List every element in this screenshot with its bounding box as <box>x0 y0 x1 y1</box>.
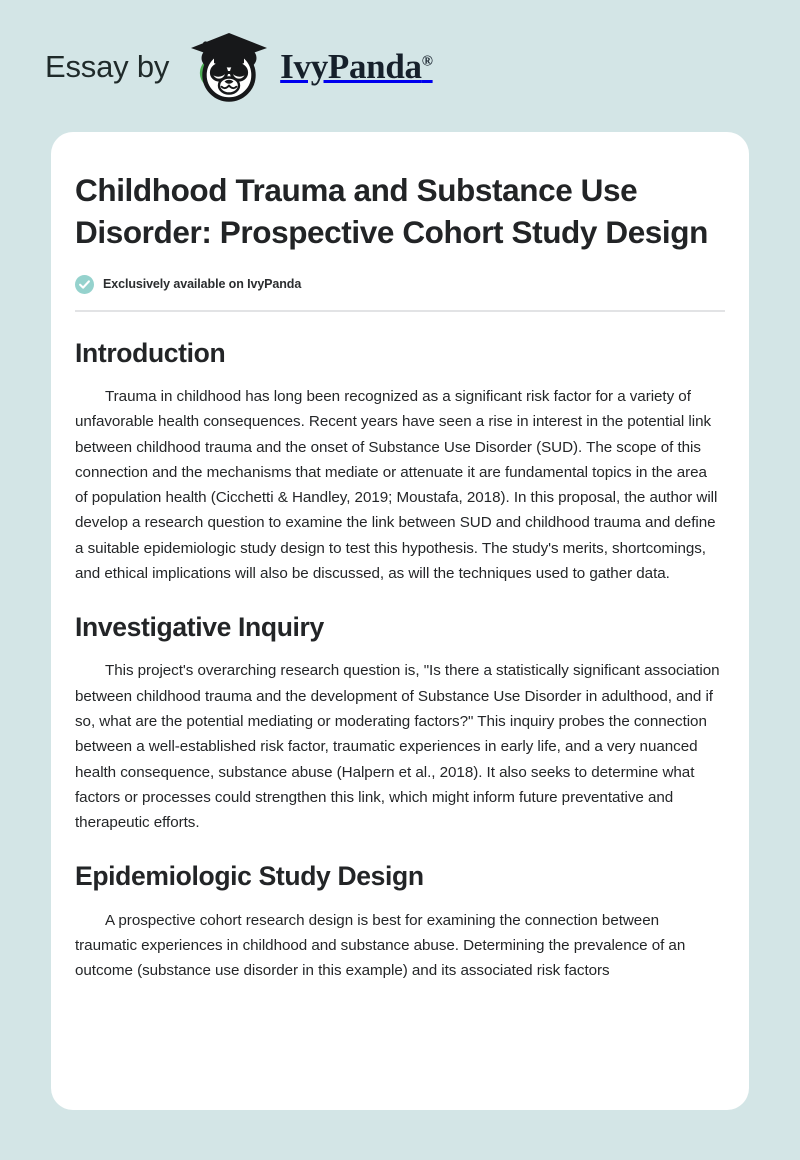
page-title: Childhood Trauma and Substance Use Disorder: Prospective Cohort Study Design <box>75 172 708 250</box>
brand-wordmark <box>280 46 433 86</box>
exclusivity-badge-label: Exclusively available on IvyPanda <box>103 277 302 292</box>
title-divider <box>75 310 725 312</box>
essay-sections <box>75 337 723 984</box>
exclusivity-badge <box>75 275 723 294</box>
essay-section <box>75 611 723 835</box>
ivypanda-logo-link[interactable] <box>183 27 432 105</box>
section-heading: Introduction <box>75 337 226 368</box>
brand-name-text: IvyPanda <box>280 46 422 86</box>
section-paragraph: Trauma in childhood has long been recognized as a significant risk factor for a variety of unfavorable health consequences. Recent years have seen a rise in interest in the potential link between childhood trauma and the onset of Substance Use Disorder (SUD). The scope of this connection and the mechanisms that mediate or attenuate it are fundamental topics in the area of population health (Cicchetti & Handley, 2019; Moustafa, 2018). In this proposal, the author will develop a research question to examine the link between SUD and childhood trauma and define a suitable epidemiologic study design to test this hypothesis. The study's merits, shortcomings, and ethical implications will also be discussed, as will the techniques used to gather data. <box>75 387 718 582</box>
section-paragraph: A prospective cohort research design is best for examining the connection between traumatic experiences in childhood and substance abuse. Determining the prevalence of an outcome (substance use disorder in this example) and its associated risk factors <box>75 911 686 980</box>
site-header <box>0 0 800 132</box>
essay-content <box>75 170 723 984</box>
section-heading: Epidemiologic Study Design <box>75 861 424 892</box>
essay-card <box>51 132 749 1110</box>
registered-trademark-icon: ® <box>421 52 433 69</box>
panda-graduate-logo-icon <box>183 27 271 105</box>
essay-by-label: Essay by <box>45 48 170 84</box>
section-paragraph: This project's overarching research question is, "Is there a statistically significant association between childhood trauma and the development of Substance Use Disorder in adulthood, and if so, what are the potential mediating or moderating factors?" This inquiry probes the connection between a well-established risk factor, traumatic experiences in early life, and a very nuanced health consequence, substance abuse (Halpern et al., 2018). It also seeks to determine what factors or processes could strengthen this link, which might inform future preventative and therapeutic efforts. <box>75 662 720 832</box>
check-circle-icon <box>75 275 94 294</box>
essay-section <box>75 337 723 587</box>
section-heading: Investigative Inquiry <box>75 612 324 643</box>
essay-section <box>75 860 723 983</box>
